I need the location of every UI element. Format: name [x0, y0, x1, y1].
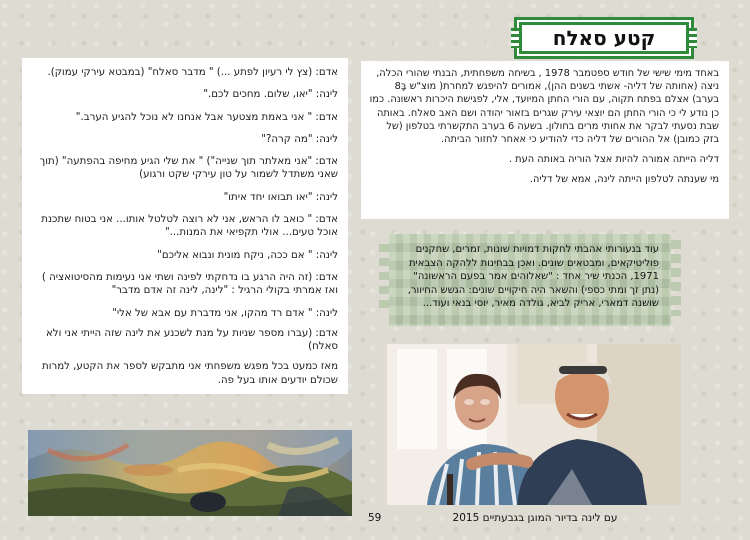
dialogue-line-8: לינה: " אם ככה, ניקח מונית ונבוא אליכם" [157, 249, 338, 261]
photo-lina-and-adam [387, 344, 681, 505]
painting-graphic [28, 430, 352, 516]
dialogue-line-10: לינה: " אדם רד מהקו, אני מדברת עם אבא של אלי" [112, 307, 338, 319]
dialogue-line-2: לינה: "יאו, שלום. מחכים לכם." [203, 89, 338, 101]
dialogue-line-11: אדם: (עברו מספר שניות על מנת לשכנע את לינה שזה הייתי אני ולא סאלח) [45, 327, 338, 353]
dialogue-line-9: אדם: (זה היה הרגע בו נדחקתי לפינה ושתי אני נעימות מהסיטואציה ) ואז אמרתי בקולי הרגיל : "לינה, לינה זה אדם מדבר" [41, 271, 338, 297]
dialogue-line-4: לינה: "מה קרה?" [261, 133, 338, 145]
page-title: קטע סאלח [552, 26, 656, 50]
page-title-frame [519, 22, 689, 54]
note-box [389, 234, 671, 326]
intro-text-box [361, 61, 729, 219]
photo-graphic [387, 344, 681, 505]
painting-image [28, 430, 352, 516]
note-text: עוד בנעורותי אהבתי לחקות דמויות שונות, זמרים, שחקנים פוליטיקאים, ומבטאים שונים. ואכן בבחינות ללהקה הצבאית 1971, הכנתי שיר אחד : "שאלוהים אמר בפעם הראשונה" (נתן זך ומתי כספי) והשאר היה חיקויים שונים: הגשש החיוור, שושנה דמארי, אריק לביא, גולדה מאיר, יוסי בנאי ועוד... [407, 244, 659, 309]
dialogue-text-box [22, 58, 348, 394]
intro-paragraph-1: באחד מימי שישי של חודש ספטמבר 1978 , בשיחה משפחתית, הבנתי שהורי הכלה, ניצה (אחותה של דליה- אשתי בשנים ההן), אמורים להיפגש למחרת( מוצ"ש בָּ8 בערב) אצלם בפתח תקוה, עם הורי החתן המיועד, אלי, לפגישת היכרות ראשונה. כמו כן נודע לי כי הורי החתן הם יוצאי עירק שגרים בזאור יהודה ושם האב סאלח. באותה שבת נסעתי לבקר את אחותי מרים בחולון. בשעה 6 בערב התקשרתי בטלפון (של בזק כמובן) אל ההורים של דליה כדי להודיע כי אאחר לחזור הביתה. [369, 68, 719, 146]
page-number: 59 [368, 512, 382, 524]
dialogue-line-1: אדם: (צץ לי רעיון לפתע ...) " מדבר סאלח" (במבטא עירקי עמוק). [47, 67, 338, 78]
dialogue-line-12: מאז כמעט בכל מפגש משפחתי אני מתבקש לספר את הקטע, למרות שכולם יודעים אותו בעל פה. [42, 361, 338, 386]
intro-paragraph-2: דליה הייתה אמורה להיות אצל הוריה באותה העת . [508, 154, 719, 166]
photo-caption: עם לינה בדיור המוגן בגבעתיים 2015 [452, 512, 618, 524]
dialogue-line-3: אדם: " אני באמת מצטער אבל אנחנו לא נוכל להגיע הערב." [75, 111, 338, 123]
dialogue-line-5: אדם: "אני מאלתר תוך שנייה") " את שלי הגיע מחיפה בהפתעה" (תוך שאני משתדל לשמור על טון עירקי שקט ורגוע) [39, 156, 338, 181]
dialogue-line-6: לינה: "יאו תבואו יחד איתו" [223, 191, 338, 203]
dialogue-line-7: אדם: " כואב לו הראש, אני לא רוצה לטלטל אותו... אני בטוח שתכנת אוכל טעים... אולי תקפיאי את המנות..." [41, 214, 338, 239]
intro-paragraph-3: מי שענתה לטלפון הייתה לינה, אמא של דליה. [529, 174, 719, 186]
